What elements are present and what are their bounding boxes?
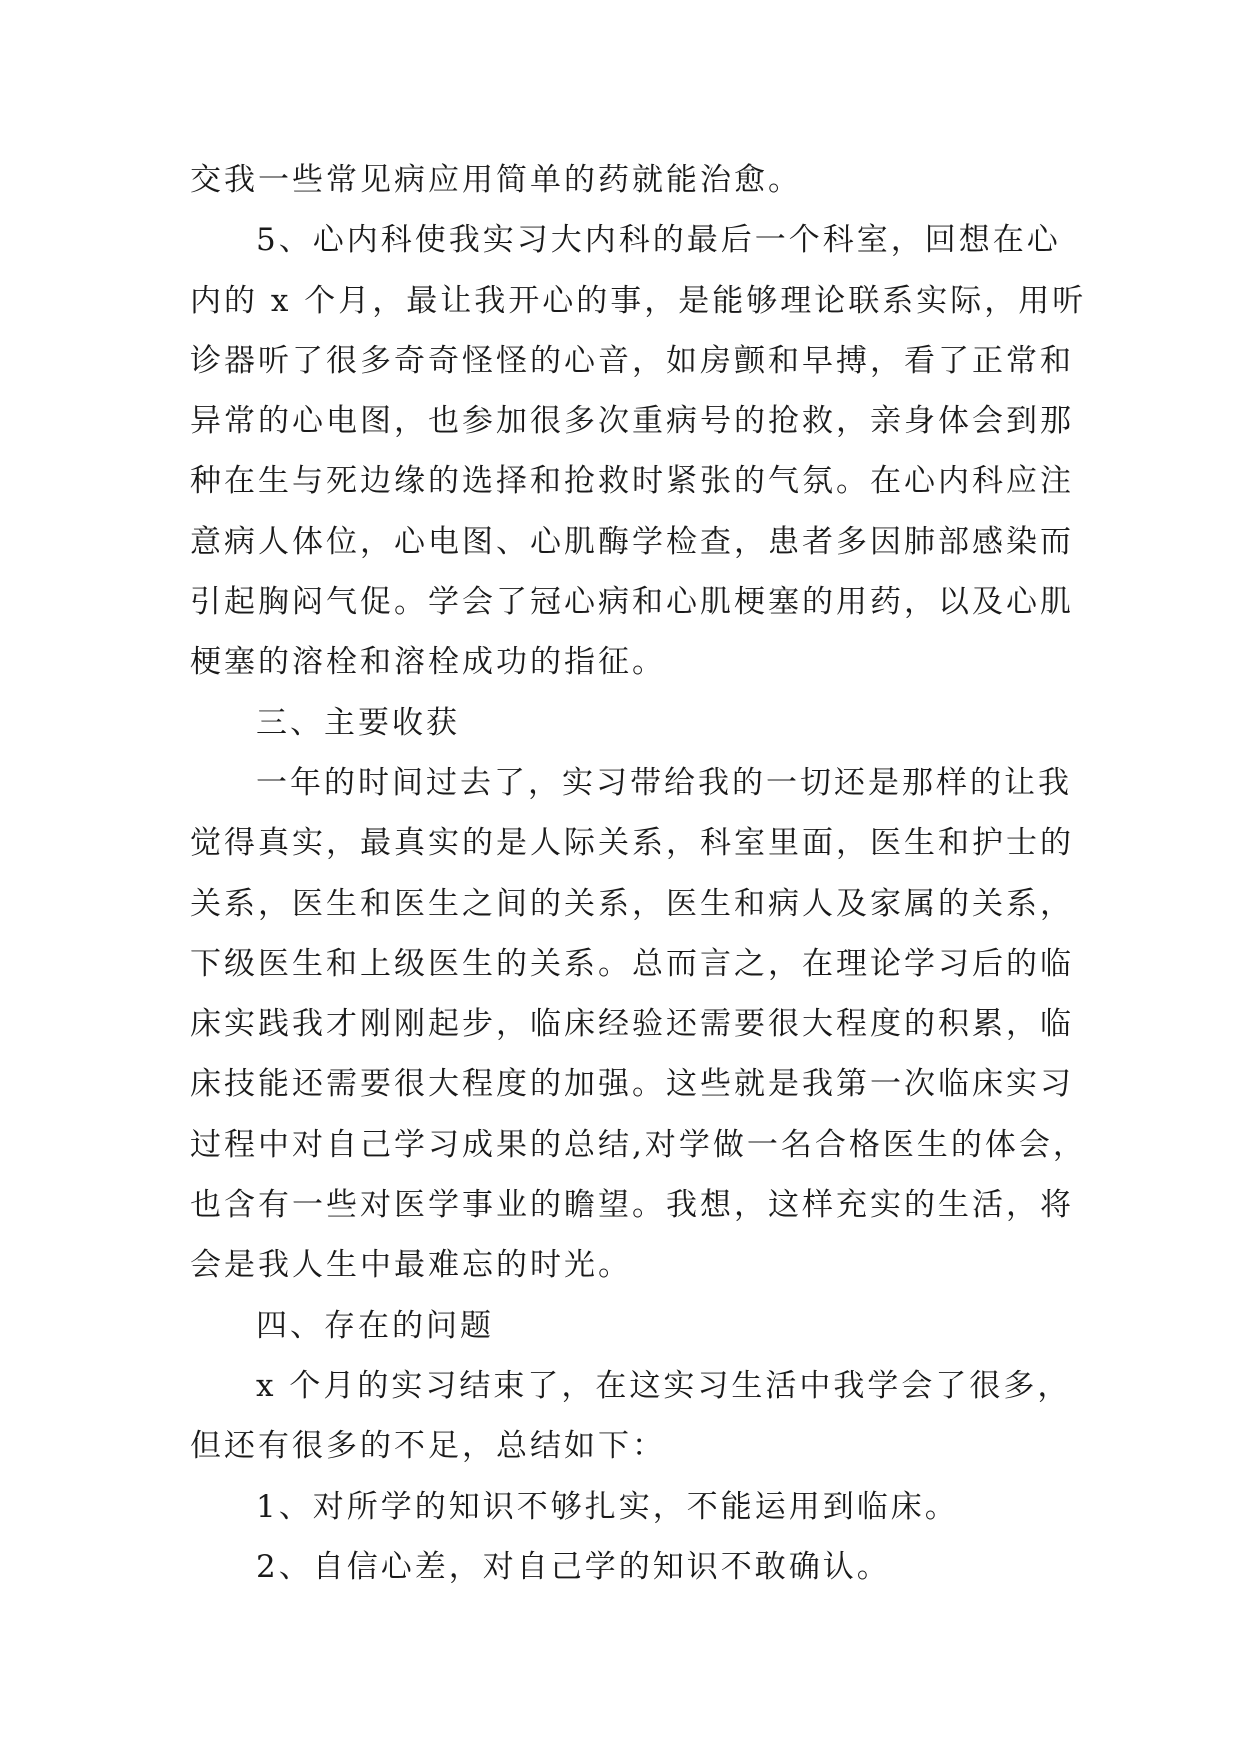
- text-line: 种在生与死边缘的选择和抢救时紧张的气氛。在心内科应注: [190, 463, 1074, 500]
- text-line: 一年的时间过去了，实习带给我的一切还是那样的让我: [256, 764, 1072, 801]
- text-line: 床实践我才刚刚起步，临床经验还需要很大程度的积累，临: [190, 1006, 1074, 1043]
- list-item: 2、自信心差，对自己学的知识不敢确认。: [256, 1548, 891, 1585]
- section-heading: 四、存在的问题: [256, 1307, 494, 1344]
- document-body: [190, 150, 1087, 1597]
- text-line: 内的 x 个月，最让我开心的事，是能够理论联系实际，用听: [190, 282, 1087, 319]
- text-line: 觉得真实，最真实的是人际关系，科室里面，医生和护士的: [190, 825, 1074, 862]
- text-line: 关系，医生和医生之间的关系，医生和病人及家属的关系，: [190, 885, 1074, 922]
- text-line: 诊器听了很多奇奇怪怪的心音，如房颤和早搏，看了正常和: [190, 342, 1074, 379]
- text-line: 过程中对自己学习成果的总结,对学做一名合格医生的体会，: [190, 1126, 1087, 1163]
- text-line: 床技能还需要很大程度的加强。这些就是我第一次临床实习: [190, 1066, 1074, 1103]
- list-item: 1、对所学的知识不够扎实，不能运用到临床。: [256, 1488, 959, 1525]
- text-line: x 个月的实习结束了，在这实习生活中我学会了很多，: [256, 1367, 1072, 1404]
- text-line: 异常的心电图，也参加很多次重病号的抢救，亲身体会到那: [190, 403, 1074, 440]
- text-line: 梗塞的溶栓和溶栓成功的指征。: [190, 644, 666, 681]
- text-line: 5、心内科使我实习大内科的最后一个科室，回想在心: [256, 222, 1061, 259]
- text-line: 下级医生和上级医生的关系。总而言之，在理论学习后的临: [190, 945, 1074, 982]
- text-line: 会是我人生中最难忘的时光。: [190, 1247, 632, 1284]
- text-line: 但还有很多的不足，总结如下：: [190, 1428, 666, 1465]
- section-heading: 三、主要收获: [256, 704, 460, 741]
- text-line: 意病人体位，心电图、心肌酶学检查，患者多因肺部感染而: [190, 523, 1074, 560]
- text-line: 也含有一些对医学事业的瞻望。我想，这样充实的生活，将: [190, 1187, 1074, 1224]
- text-line: 引起胸闷气促。学会了冠心病和心肌梗塞的用药，以及心肌: [190, 584, 1074, 621]
- text-line: 交我一些常见病应用简单的药就能治愈。: [190, 162, 802, 198]
